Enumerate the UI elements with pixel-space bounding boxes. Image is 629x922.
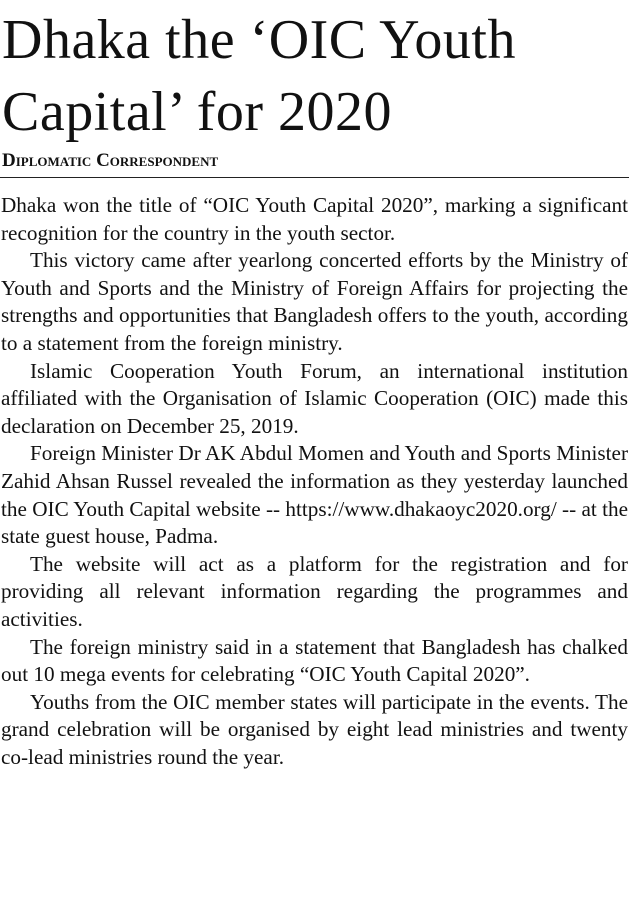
article-paragraph-5: The website will act as a platform for the registration and for providing all relevant information regarding the programmes and activities.: [1, 551, 628, 631]
article-paragraph-1: Dhaka won the title of “OIC Youth Capital 2020”, marking a significant recognition for the country in the youth sector.: [1, 193, 628, 245]
article-headline: Dhaka the ‘OIC Youth Capital’ for 2020: [2, 9, 516, 143]
article-paragraph-6: The foreign ministry said in a statement that Bangladesh has chalked out 10 mega events for celebrating “OIC Youth Capital 2020”.: [1, 634, 628, 687]
article-byline: Diplomatic Correspondent: [2, 150, 219, 171]
article-paragraph-7: Youths from the OIC member states will participate in the events. The grand celebration will be organised by eight lead ministries and twenty co-lead ministries round the year.: [1, 689, 628, 769]
article-paragraph-4: Foreign Minister Dr AK Abdul Momen and Youth and Sports Minister Zahid Ahsan Russel revealed the information as they yesterday launched the OIC Youth Capital website -- https://www.dhakaoyc2020.org/ -- at the state guest house, Padma.: [1, 441, 628, 549]
article-paragraph-3: Islamic Cooperation Youth Forum, an international institution affiliated with the Organisation of Islamic Cooperation (OIC) made this declaration on December 25, 2019.: [1, 358, 628, 438]
article-paragraph-2: This victory came after yearlong concerted efforts by the Ministry of Youth and Sports and the Ministry of Foreign Affairs for projecting the strengths and opportunities that Bangladesh offers to the youth, according to a statement from the foreign ministry.: [1, 248, 628, 355]
byline-divider: [0, 177, 629, 178]
article-body: [0, 192, 628, 771]
